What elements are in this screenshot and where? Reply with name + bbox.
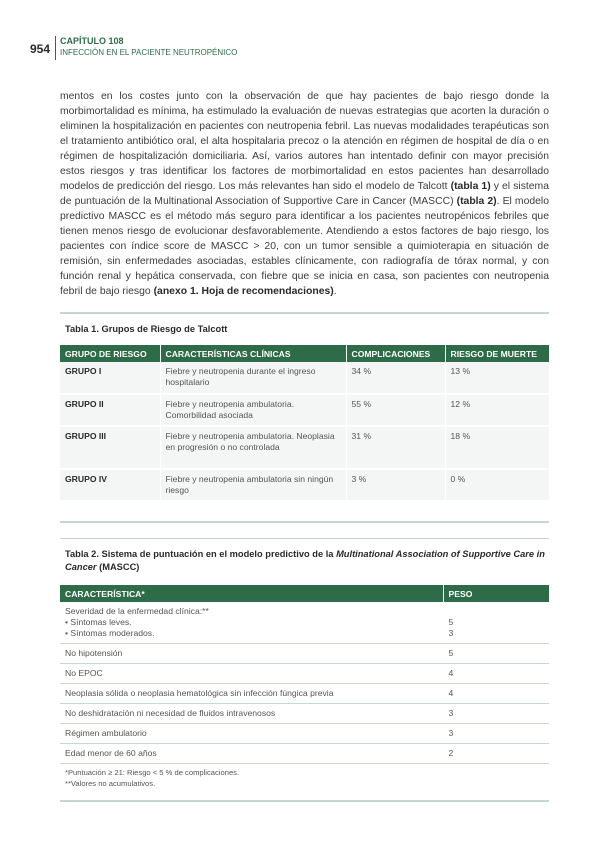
- section-divider: [60, 538, 549, 539]
- page-number: 954: [30, 42, 51, 56]
- characteristic-cell: No hipotensión: [60, 644, 443, 664]
- body-paragraph: [60, 89, 549, 299]
- characteristic-cell: Edad menor de 60 años: [60, 744, 443, 764]
- table-row: [60, 362, 549, 394]
- table1-reference: (tabla 1): [450, 181, 491, 192]
- column-header: PESO: [443, 585, 549, 602]
- chapter-heading: [60, 36, 237, 58]
- characteristic-cell: Régimen ambulatorio: [60, 724, 443, 744]
- chapter-title: CAPÍTULO 108: [60, 36, 124, 46]
- page-header: [30, 36, 237, 60]
- table1-caption-label: Tabla 1.: [65, 324, 99, 334]
- body-text-part: mentos en los costes junto con la observación de que hay pacientes de bajo riesgo donde la morbimortalidad es mínima, ha estimulado la evaluación de nuevas estrategias que acorten la duración o eliminen la hospitalización en pacientes con neutropenia febril. Las nuevas modalidades terapéuticas son el tratamiento antibiótico oral, el alta hospitalaria precoz o la atención en régimen de hospital de día o en régimen de hospitalización domiciliaria. Así, varios autores han intentado definir con mayor precisión estos riesgos y tras identificar los factores de morbimortalidad en estos pacientes han desarrollado modelos de predicción del riesgo. Los más relevantes han sido el modelo de Talcott: [60, 91, 549, 192]
- complications-cell: 55 %: [346, 394, 445, 426]
- table1-caption: [65, 323, 227, 336]
- risk-group-cell: GRUPO I: [60, 362, 160, 394]
- severity-option: • Síntomas leves.: [65, 617, 132, 627]
- table-row: [60, 469, 549, 501]
- clinical-characteristics-cell: Fiebre y neutropenia ambulatoria sin ningún riesgo: [160, 469, 346, 501]
- severity-title: Severidad de la enfermedad clínica:**: [65, 606, 209, 616]
- severity-option: • Síntomas moderados.: [65, 628, 155, 638]
- footnote: **Valores no acumulativos.: [65, 779, 156, 788]
- complications-cell: 31 %: [346, 426, 445, 469]
- table2-reference: (tabla 2): [456, 196, 497, 207]
- chapter-subtitle: INFECCIÓN EN EL PACIENTE NEUTROPÉNICO: [60, 48, 238, 57]
- table2-caption-text: Sistema de puntuación en el modelo predictivo de la: [98, 549, 337, 559]
- complications-cell: 34 %: [346, 362, 445, 394]
- table-row: [60, 664, 549, 684]
- weight-cell: 2: [443, 744, 549, 764]
- table-row: [60, 704, 549, 724]
- table2-caption: [65, 548, 545, 574]
- table-row: [60, 744, 549, 764]
- weight-cell: 3: [443, 704, 549, 724]
- table2-caption-end: (MASCC): [96, 562, 140, 572]
- table-header-row: [60, 585, 549, 602]
- clinical-characteristics-cell: Fiebre y neutropenia ambulatoria. Neoplasia en progresión o no controlada: [160, 426, 346, 469]
- characteristic-cell: Neoplasia sólida o neoplasia hematológica sin infección fúngica previa: [60, 684, 443, 704]
- column-header: RIESGO DE MUERTE: [445, 345, 549, 362]
- table1-caption-text: Grupos de Riesgo de Talcott: [98, 324, 228, 334]
- body-text-part: y el sistema de puntuación de la Multinational Association of Supportive Care in Cancer (MASCC): [60, 181, 549, 207]
- clinical-characteristics-cell: Fiebre y neutropenia durante el ingreso hospitalario: [160, 362, 346, 394]
- header-divider: [55, 36, 56, 60]
- risk-group-cell: GRUPO III: [60, 426, 160, 469]
- body-text-part: . El modelo predictivo MASCC es el método más seguro para identificar a los pacientes neutropénicos febriles que tienen menos riesgo de evolucionar desfavorablemente. Atendiendo a estos factores de bajo riesgo, los pacientes con índice score de MASCC > 20, con un tumor sensible a quimioterapia en situación de remisión, sin enfermedades asociadas, estables clínicamente, con radiografía de tórax normal, y con función renal y hepática conservada, con fiebre que se inicia en casa, son pacientes con neutropenia febril de bajo riesgo: [60, 196, 549, 297]
- table2-footnotes: [65, 767, 239, 789]
- risk-group-cell: GRUPO II: [60, 394, 160, 426]
- weight-cell: 4: [443, 664, 549, 684]
- weight-cell: [443, 602, 549, 644]
- clinical-characteristics-cell: Fiebre y neutropenia ambulatoria. Comorbilidad asociada: [160, 394, 346, 426]
- weight-cell: 3: [443, 724, 549, 744]
- column-header: CARACTERÍSTICA*: [60, 585, 443, 602]
- body-text-part: .: [333, 286, 337, 297]
- complications-cell: 3 %: [346, 469, 445, 501]
- table2-caption-label: Tabla 2.: [65, 549, 99, 559]
- table-row: [60, 684, 549, 704]
- table-row: [60, 394, 549, 426]
- characteristic-cell: No EPOC: [60, 664, 443, 684]
- table2-mascc-score: [60, 585, 549, 764]
- footnote: *Puntuación ≥ 21: Riesgo < 5 % de complicaciones.: [65, 768, 240, 777]
- column-header: COMPLICACIONES: [346, 345, 445, 362]
- characteristic-cell: No deshidratación ni necesidad de fluidos intravenosos: [60, 704, 443, 724]
- annex-reference: (anexo 1. Hoja de recomendaciones): [153, 286, 334, 297]
- table-row: [60, 602, 549, 644]
- characteristic-cell: [60, 602, 443, 644]
- section-divider: [60, 312, 549, 314]
- weight-cell: 4: [443, 684, 549, 704]
- severity-weight: 5: [448, 617, 454, 627]
- table-row: [60, 644, 549, 664]
- section-divider: [60, 800, 549, 802]
- death-risk-cell: 12 %: [445, 394, 549, 426]
- death-risk-cell: 0 %: [445, 469, 549, 501]
- table-row: [60, 426, 549, 469]
- severity-weight: 3: [448, 628, 454, 638]
- table2-caption-italic: Multinational Association of Supportive Care in Cancer: [65, 549, 545, 572]
- column-header: CARACTERÍSTICAS CLÍNICAS: [160, 345, 346, 362]
- section-divider: [60, 521, 549, 523]
- table-header-row: [60, 345, 549, 362]
- risk-group-cell: GRUPO IV: [60, 469, 160, 501]
- table-row: [60, 724, 549, 744]
- death-risk-cell: 13 %: [445, 362, 549, 394]
- column-header: GRUPO DE RIESGO: [60, 345, 160, 362]
- table1-talcott-groups: [60, 345, 549, 502]
- weight-cell: 5: [443, 644, 549, 664]
- death-risk-cell: 18 %: [445, 426, 549, 469]
